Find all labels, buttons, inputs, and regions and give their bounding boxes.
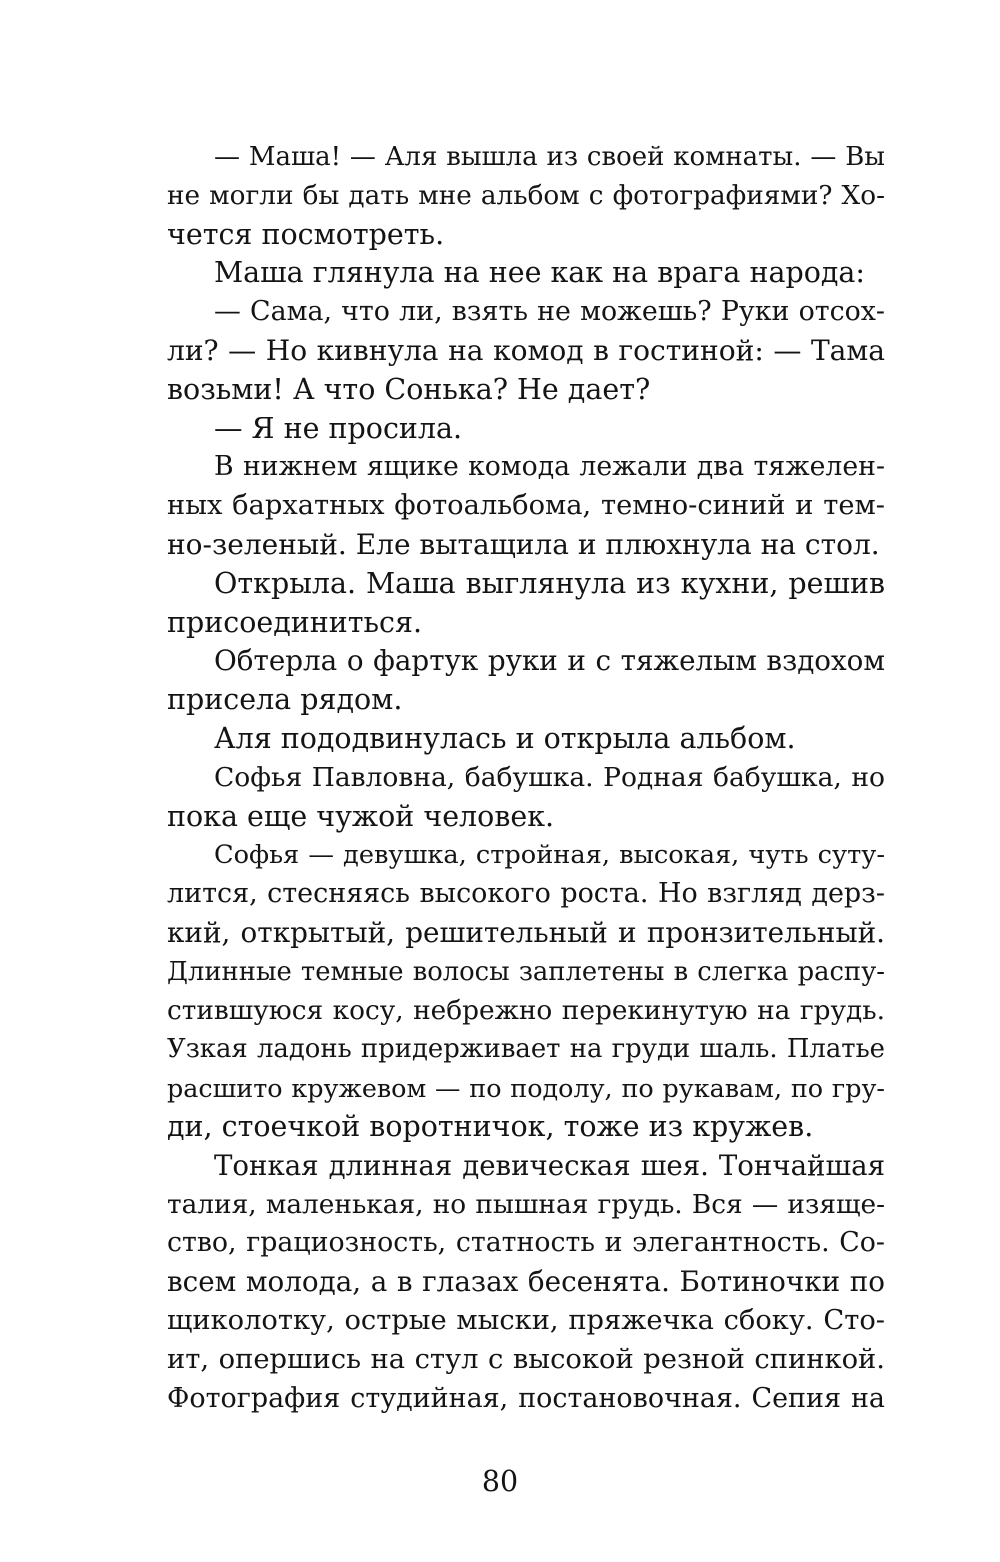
text-line: — Маша! — Аля вышла из своей комнаты. — Вы <box>214 142 885 172</box>
text-line: ных бархатных фотоальбома, темно-синий и тем- <box>167 490 885 522</box>
text-line: пока еще чужой человек. <box>167 799 555 833</box>
text-line: Софья — девушка, стройная, высокая, чуть суту- <box>214 840 885 871</box>
text-line: Фотография студийная, постановочная. Сепия на <box>167 1382 885 1414</box>
text-line: Длинные темные волосы заплетены в слегка распу- <box>167 956 885 987</box>
text-line: присела рядом. <box>167 683 403 717</box>
text-line: стившуюся косу, небрежно перекинутую на грудь. <box>167 995 885 1026</box>
text-line: Узкая ладонь придерживает на груди шаль. Платье <box>167 1034 885 1065</box>
text-line: щиколотку, острые мыски, пряжечка сбоку. Сто- <box>167 1304 885 1336</box>
text-line: расшито кружевом — по подолу, по рукавам, по гру- <box>167 1073 885 1104</box>
text-line: всем молода, а в глазах бесенята. Ботиночки по <box>167 1265 885 1299</box>
text-line: В нижнем ящике комода лежали два тяжелен- <box>214 451 885 483</box>
text-line: ит, опершись на стул с высокой резной спинкой. <box>167 1343 885 1375</box>
text-line: ди, стоечкой воротничок, тоже из кружев. <box>167 1109 814 1143</box>
text-line: Софья Павловна, бабушка. Родная бабушка, но <box>214 761 885 793</box>
text-line: Аля пододвинулась и открыла альбом. <box>214 721 796 755</box>
text-line: — Я не просила. <box>214 411 463 445</box>
text-line: кий, открытый, решительный и пронзительный. <box>167 915 885 949</box>
text-line: чется посмотреть. <box>167 217 445 251</box>
text-line: присоединиться. <box>167 605 423 639</box>
text-line: Открыла. Маша выглянула из кухни, решив <box>214 566 885 600</box>
text-line: Тонкая длинная девическая шея. Тончайшая <box>214 1148 885 1182</box>
text-line: возьми! А что Сонька? Не дает? <box>167 372 651 406</box>
text-line: но-зеленый. Еле вытащила и плюхнула на стол. <box>167 527 880 561</box>
text-line: ство, грациозность, статность и элегантность. Со- <box>167 1227 885 1259</box>
page-number: 80 <box>481 1465 519 1498</box>
text-line: Маша глянула на нее как на врага народа: <box>214 256 866 290</box>
text-line: талия, маленькая, но пышная грудь. Вся — изяще- <box>167 1189 885 1220</box>
text-line: — Сама, что ли, взять не можешь? Руки отсох- <box>214 296 885 328</box>
text-line: не могли бы дать мне альбом с фотографиями? Хо- <box>167 180 885 211</box>
text-line: ли? — Но кивнула на комод в гостиной: — Тама <box>167 333 885 367</box>
text-line: лится, стесняясь высокого роста. Но взгляд дерз- <box>167 878 885 910</box>
page-text-block <box>167 138 885 1418</box>
text-line: Обтерла о фартук руки и с тяжелым вздохом <box>214 644 885 678</box>
